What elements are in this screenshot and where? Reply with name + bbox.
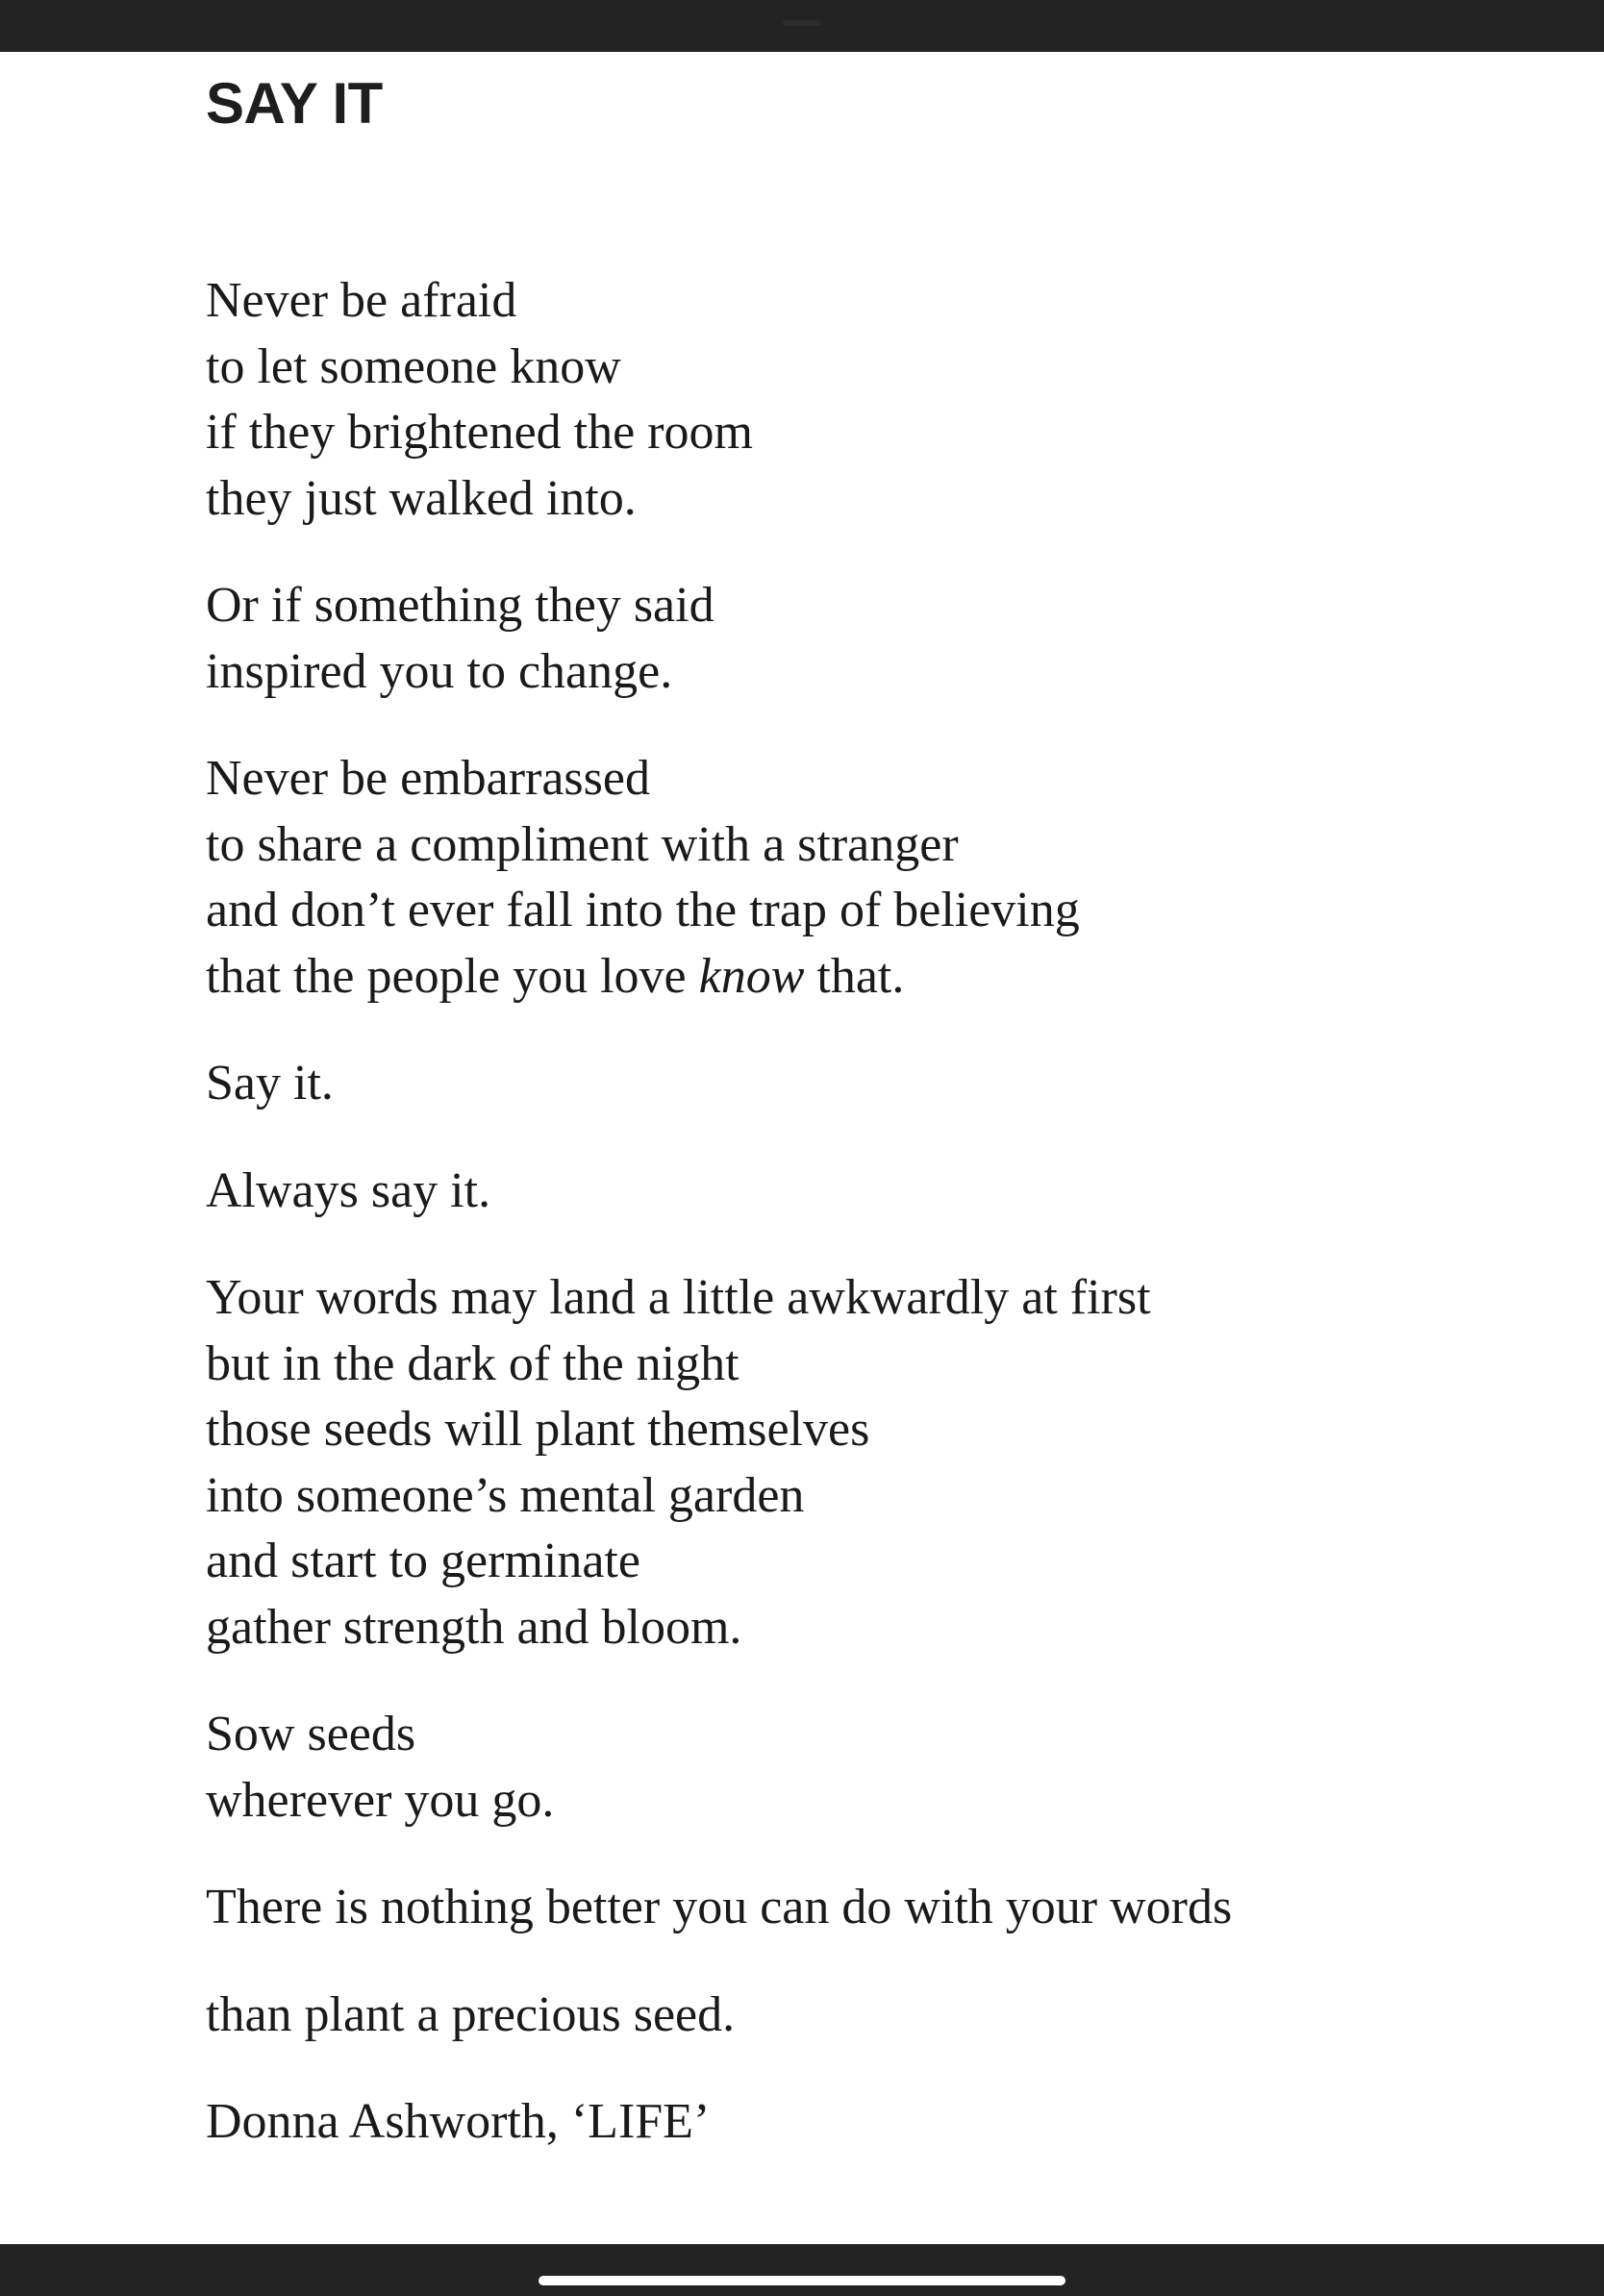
stanza	[206, 573, 1533, 705]
poem-line: gather strength and bloom.	[206, 1599, 742, 1655]
emphasized-word: know	[698, 948, 805, 1004]
poem-line: if they brightened the room	[206, 405, 753, 460]
poem-line: those seeds will plant themselves	[206, 1402, 870, 1457]
poem-line: but in the dark of the night	[206, 1335, 739, 1391]
stanza	[206, 1051, 1533, 1117]
poem-line: wherever you go.	[206, 1772, 555, 1828]
notch-indicator	[783, 20, 821, 26]
poem-line-text: that.	[804, 948, 905, 1004]
top-status-bar	[0, 0, 1604, 52]
poem-title: SAY IT	[206, 71, 383, 136]
poem-line: than plant a precious seed.	[206, 1986, 736, 2042]
poem-line: into someone’s mental garden	[206, 1467, 805, 1523]
poem-line: to share a compliment with a stranger	[206, 816, 959, 872]
bottom-bar	[0, 2244, 1604, 2296]
stanza	[206, 268, 1533, 532]
poem-line: and start to germinate	[206, 1534, 640, 1588]
poem-line: Say it.	[206, 1056, 334, 1111]
poem-line-text: that the people you love	[206, 948, 699, 1004]
poem-attribution: Donna Ashworth, ‘LIFE’	[206, 2094, 711, 2149]
stanza	[206, 1875, 1533, 2048]
poem-line	[206, 944, 1533, 1011]
home-indicator[interactable]	[539, 2276, 1065, 2285]
poem-line: Always say it.	[206, 1162, 491, 1218]
stanza	[206, 1159, 1533, 1225]
poem-line: and don’t ever fall into the trap of believing	[206, 883, 1080, 937]
stanza	[206, 1265, 1533, 1660]
poem-line: Or if something they said	[206, 578, 714, 633]
poem-line: Sow seeds	[206, 1707, 416, 1761]
poem-line: inspired you to change.	[206, 643, 673, 699]
poem-line: Your words may land a little awkwardly at first	[206, 1270, 1151, 1325]
poem-line: Never be afraid	[206, 273, 517, 328]
stanza	[206, 1702, 1533, 1834]
poem-line: Never be embarrassed	[206, 751, 650, 806]
poem-line: they just walked into.	[206, 470, 637, 526]
stanza	[206, 746, 1533, 1010]
poem-line: There is nothing better you can do with your words	[206, 1880, 1233, 1934]
poem-line: to let someone know	[206, 338, 621, 394]
poem-body	[206, 268, 1533, 2156]
